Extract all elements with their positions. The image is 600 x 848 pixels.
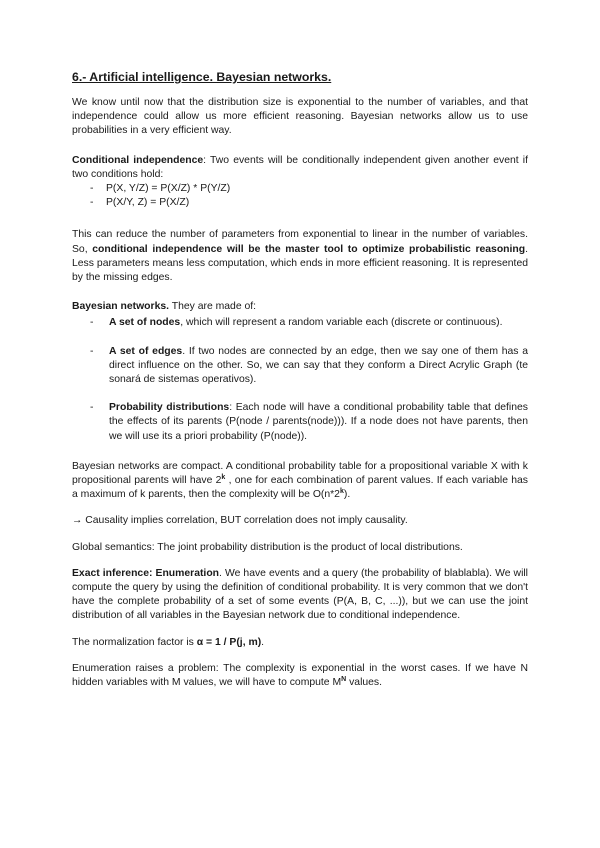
bayesian-networks-term: Bayesian networks. bbox=[72, 301, 170, 313]
component-text: : Each node will have a conditional probability table that defines the effects of its parents (P(node / parents(node))). If a node does not have parents, then we will use its a priori probability (P(node)). bbox=[109, 402, 528, 442]
normalization-text-2: . bbox=[261, 636, 265, 648]
component-text: . If two nodes are connected by an edge, then we say one of them has a direct influence on the other. So, we can say that they conform a Direct Acrylic Graph (te sonará de sistemas operativos). bbox=[109, 345, 529, 386]
bayesian-networks-heading bbox=[72, 300, 528, 314]
compact-superscript: k bbox=[339, 488, 344, 496]
component-term: Probability distributions bbox=[109, 402, 230, 414]
section-title: 6.- Artificial intelligence. Bayesian networks. bbox=[72, 70, 332, 84]
normalization-paragraph bbox=[72, 636, 528, 650]
bayesian-networks-text: They are made of: bbox=[169, 301, 257, 313]
component-text: , which will represent a random variable each (discrete or continuous). bbox=[180, 317, 503, 329]
conditional-independence-text: : Two events will be conditionally independent given another event if two conditions hold: bbox=[72, 154, 529, 180]
normalization-text-1: The normalization factor is bbox=[72, 636, 197, 648]
exact-inference-term: Exact inference: Enumeration bbox=[72, 567, 220, 579]
document-page bbox=[72, 70, 528, 690]
reduction-text-1: This can reduce the number of parameters from exponential to linear in the number of variables. So, bbox=[72, 229, 528, 255]
causality-paragraph: → Causality implies correlation, BUT correlation does not imply causality. bbox=[72, 515, 408, 527]
reduction-bold: conditional independence will be the master tool to optimize probabilistic reasoning bbox=[92, 243, 526, 255]
conditional-independence-paragraph bbox=[72, 154, 528, 182]
component-edges bbox=[72, 345, 528, 388]
component-probability-distributions bbox=[72, 401, 528, 444]
compact-superscript: k bbox=[221, 474, 226, 482]
enumeration-text-2: values. bbox=[346, 677, 383, 689]
enumeration-text-1: Enumeration raises a problem: The complexity is exponential in the worst cases. If we have N hidden variables with M values, we will have to compute M bbox=[72, 662, 528, 689]
reduction-paragraph bbox=[72, 228, 528, 285]
compact-text-3: ). bbox=[343, 489, 351, 501]
enumeration-paragraph bbox=[72, 662, 528, 690]
condition-item: - P(X/Y, Z) = P(X/Z) bbox=[72, 196, 528, 210]
normalization-formula: α = 1 / P(j, m) bbox=[196, 636, 262, 648]
enumeration-superscript: N bbox=[341, 676, 347, 684]
condition-list bbox=[72, 182, 528, 210]
condition-item: - P(X, Y/Z) = P(X/Z) * P(Y/Z) bbox=[72, 182, 528, 196]
global-semantics-paragraph: Global semantics: The joint probability distribution is the product of local distributions. bbox=[72, 541, 463, 553]
conditional-independence-term: Conditional independence bbox=[72, 154, 204, 166]
component-term: A set of nodes bbox=[109, 317, 181, 329]
compact-text-1: Bayesian networks are compact. A conditional probability table for a propositional variable X with k propositional parents will have 2 bbox=[72, 460, 528, 487]
compact-text-2: , one for each combination of parent values. If each variable has a maximum of k parents, then the complexity will be O(n*2 bbox=[72, 475, 529, 501]
compactness-paragraph bbox=[72, 460, 528, 503]
reduction-text-2: . Less parameters means less computation, which ends in more efficient reasoning. It is represented by the missing edges. bbox=[72, 243, 528, 284]
bayesian-components-list bbox=[72, 316, 528, 443]
component-term: A set of edges bbox=[109, 345, 183, 357]
intro-paragraph: We know until now that the distribution size is exponential to the number of variables, and that independence could allow us more efficient reasoning. Bayesian networks allow us to use probabilities in a very efficient way. bbox=[72, 97, 528, 137]
exact-inference-paragraph bbox=[72, 567, 528, 624]
exact-inference-text: . We have events and a query (the probability of blablabla). We will compute the query by using the definition of conditional probability. It is very common that we don't have the complete probability of a set of some events (P(A, B, C, ...)), but we can use the joint distribution of all variables in the Bayesian network due to conditional independence. bbox=[72, 567, 528, 622]
component-nodes bbox=[72, 316, 528, 330]
